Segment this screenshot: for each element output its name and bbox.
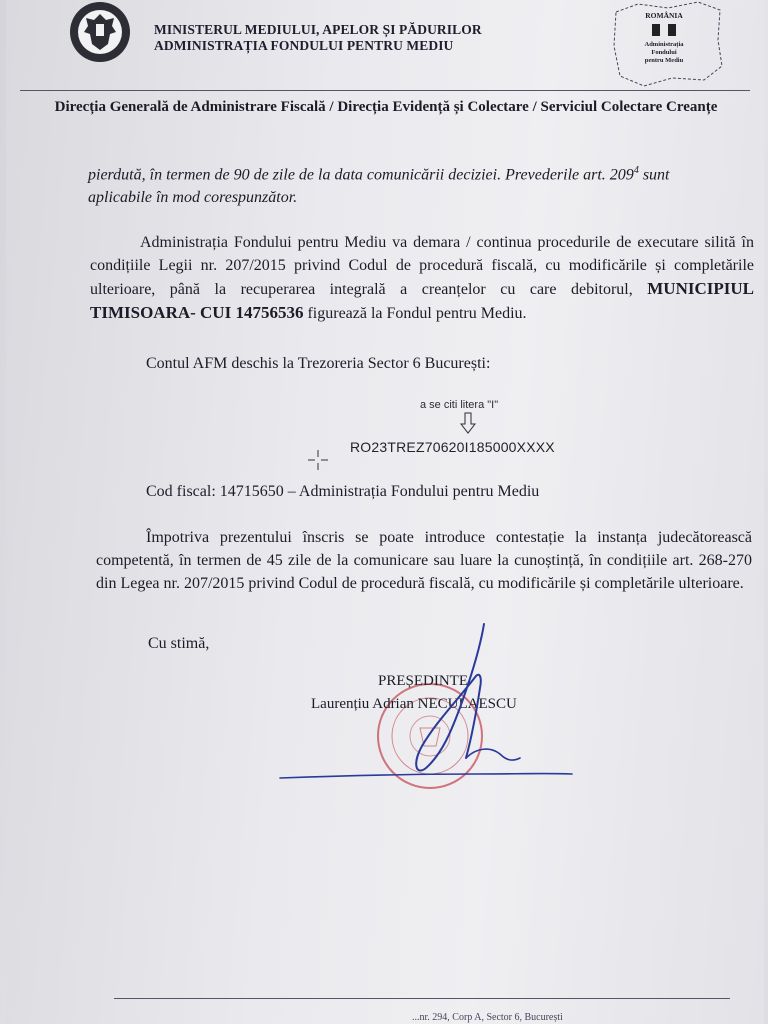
footer-divider [114, 998, 730, 999]
enforcement-end: figurează la Fondul pentru Mediu. [303, 305, 527, 322]
svg-text:Administrația: Administrația [644, 41, 684, 48]
svg-text:pentru Mediu: pentru Mediu [644, 57, 684, 64]
debtor-name: MUNICIPIUL TIMISOARA- CUI 14756536 [90, 279, 754, 322]
down-arrow-icon [460, 412, 476, 434]
ministry-line-1: MINISTERUL MEDIULUI, APELOR ȘI PĂDURILOR [154, 22, 482, 37]
paragraph-appeal: Împotriva prezentului înscris se poate introduce contestație la instanța judecătorească competentă, în termen de 45 zile de la comunicare sau luare la cunoștință, în condițiile art. 268-270 din Legea nr. 207/2015 privind Codul de procedură fiscală, cu modificările și completările ulterioare. [96, 529, 752, 592]
continuation-line-1: pierdută, în termen de 90 de zile de la data comunicării deciziei. Prevederile art. 209 [88, 166, 634, 184]
enforcement-text: Administrația Fondului pentru Mediu va demara / continua procedurile de executare silită în condițiile Legii nr. 207/2015 privind Codul de procedură fiscală, cu modificările și completările ulterioare, până la recuperarea integrală a creanțelor cu care debitorul, [90, 234, 754, 298]
letterhead [6, 0, 764, 92]
handwritten-signature-icon [276, 618, 586, 798]
romanian-government-crest-icon [54, 0, 146, 72]
article-superscript: 4 [633, 165, 639, 176]
svg-text:Fondului: Fondului [651, 49, 677, 56]
signatory-name: Laurențiu Adrian NECULAESCU [311, 696, 517, 712]
iban-note: a se citi litera "I" [420, 399, 499, 411]
document-page [6, 0, 764, 1024]
ministry-name [154, 22, 482, 54]
afm-logo-icon [608, 0, 726, 88]
closing-salutation: Cu stimă, [148, 635, 210, 652]
crosshair-mark-icon [306, 448, 330, 472]
continuation-line-2: aplicabile în mod corespunzător. [88, 189, 298, 207]
header-divider [20, 90, 750, 91]
signatory-title: PREȘEDINTE [378, 673, 468, 689]
paragraph-enforcement [90, 231, 754, 325]
account-line: Contul AFM deschis la Trezoreria Sector 6 București: [146, 355, 491, 372]
continuation-line-1-end: sunt [638, 166, 670, 184]
footer-address: ...nr. 294, Corp A, Sector 6, București [412, 1012, 563, 1023]
department-heading: Direcția Generală de Administrare Fiscală / Direcția Evidență și Colectare / Serviciul Colectare Creanțe [54, 99, 718, 115]
fiscal-code-line: Cod fiscal: 14715650 – Administrația Fondului pentru Mediu [146, 483, 540, 500]
paragraph-continuation [88, 159, 758, 209]
svg-text:ROMÂNIA: ROMÂNIA [645, 11, 683, 20]
iban-code: RO23TREZ70620I185000XXXX [350, 439, 555, 455]
ministry-line-2: ADMINISTRAȚIA FONDULUI PENTRU MEDIU [154, 38, 454, 53]
